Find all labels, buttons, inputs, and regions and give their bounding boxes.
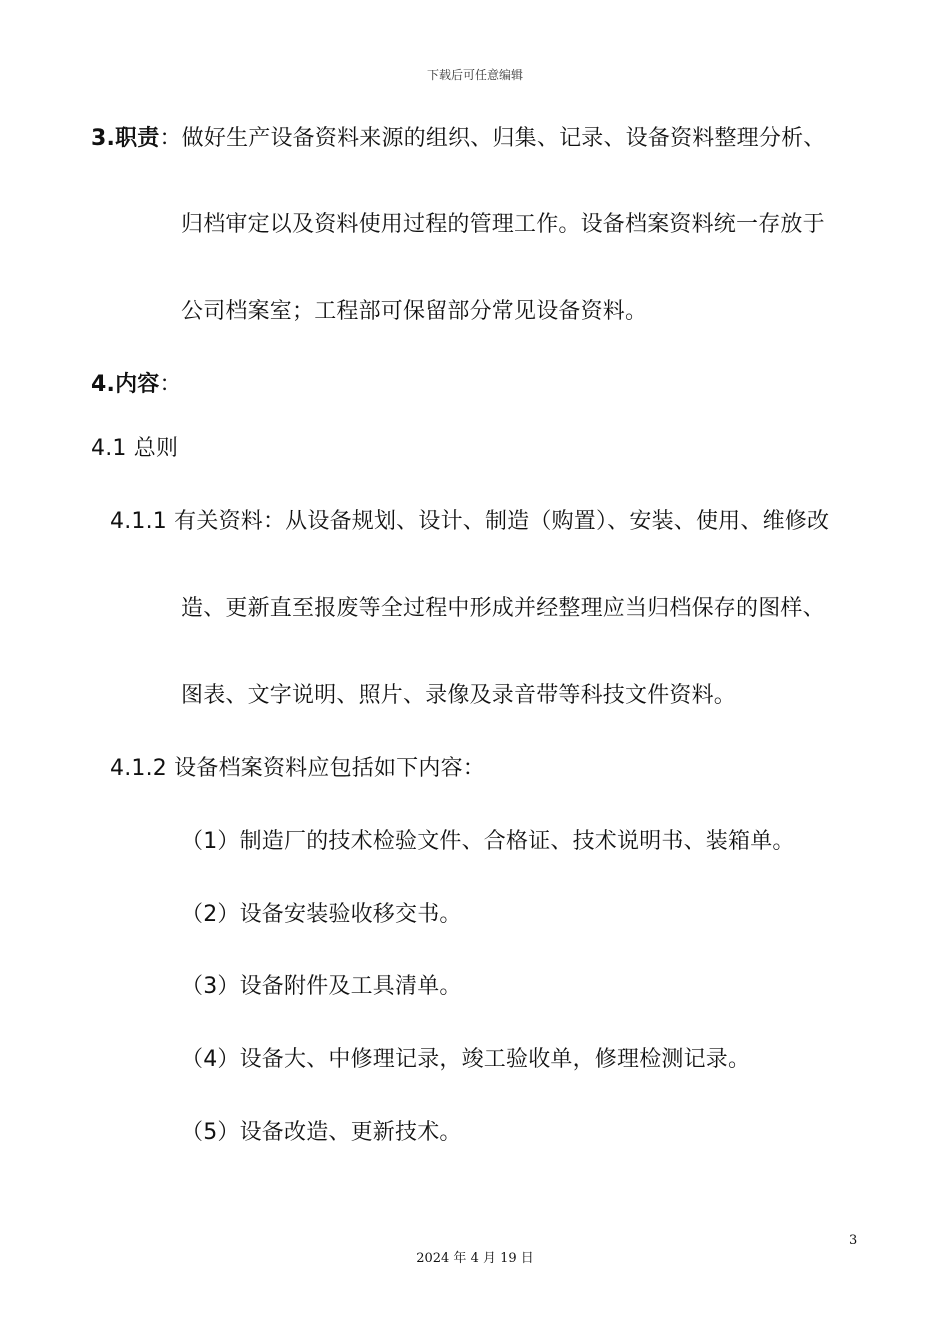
- page-number: 3: [849, 1233, 858, 1248]
- subsection-4-1-heading: 4.1 总则: [91, 436, 179, 461]
- list-item: （2）设备安装验收移交书。: [181, 902, 462, 927]
- item-4-1-1-line-2: 造、更新直至报废等全过程中形成并经整理应当归档保存的图样、: [181, 596, 825, 621]
- list-item: （3）设备附件及工具清单。: [181, 974, 462, 999]
- page-header-note: 下载后可任意编辑: [426, 68, 523, 82]
- section-3-colon: ：: [159, 126, 182, 151]
- list-item: （4）设备大、中修理记录，竣工验收单，修理检测记录。: [181, 1047, 751, 1072]
- item-4-1-2-title: 4.1.2 设备档案资料应包括如下内容：: [110, 756, 485, 781]
- item-4-1-1-line-1: 4.1.1 有关资料：从设备规划、设计、制造（购置）、安装、使用、维修改: [110, 509, 830, 534]
- section-3-label: 3.职责: [91, 126, 160, 151]
- list-item: （1）制造厂的技术检验文件、合格证、技术说明书、装箱单。: [181, 829, 795, 854]
- section-3-heading: [91, 124, 825, 154]
- list-item: （5）设备改造、更新技术。: [181, 1120, 462, 1145]
- section-3-line-1: 做好生产设备资料来源的组织、归集、记录、设备资料整理分析、: [181, 126, 826, 151]
- item-4-1-1-line-3: 图表、文字说明、照片、录像及录音带等科技文件资料。: [181, 683, 737, 708]
- section-4-colon: ：: [159, 372, 182, 397]
- section-4-label: 4.内容: [91, 372, 160, 397]
- section-4-heading: [91, 370, 182, 400]
- section-3-line-2: 归档审定以及资料使用过程的管理工作。设备档案资料统一存放于: [181, 212, 825, 237]
- section-3-line-3: 公司档案室；工程部可保留部分常见设备资料。: [181, 299, 648, 324]
- footer-date: 2024 年 4 月 19 日: [416, 1251, 534, 1266]
